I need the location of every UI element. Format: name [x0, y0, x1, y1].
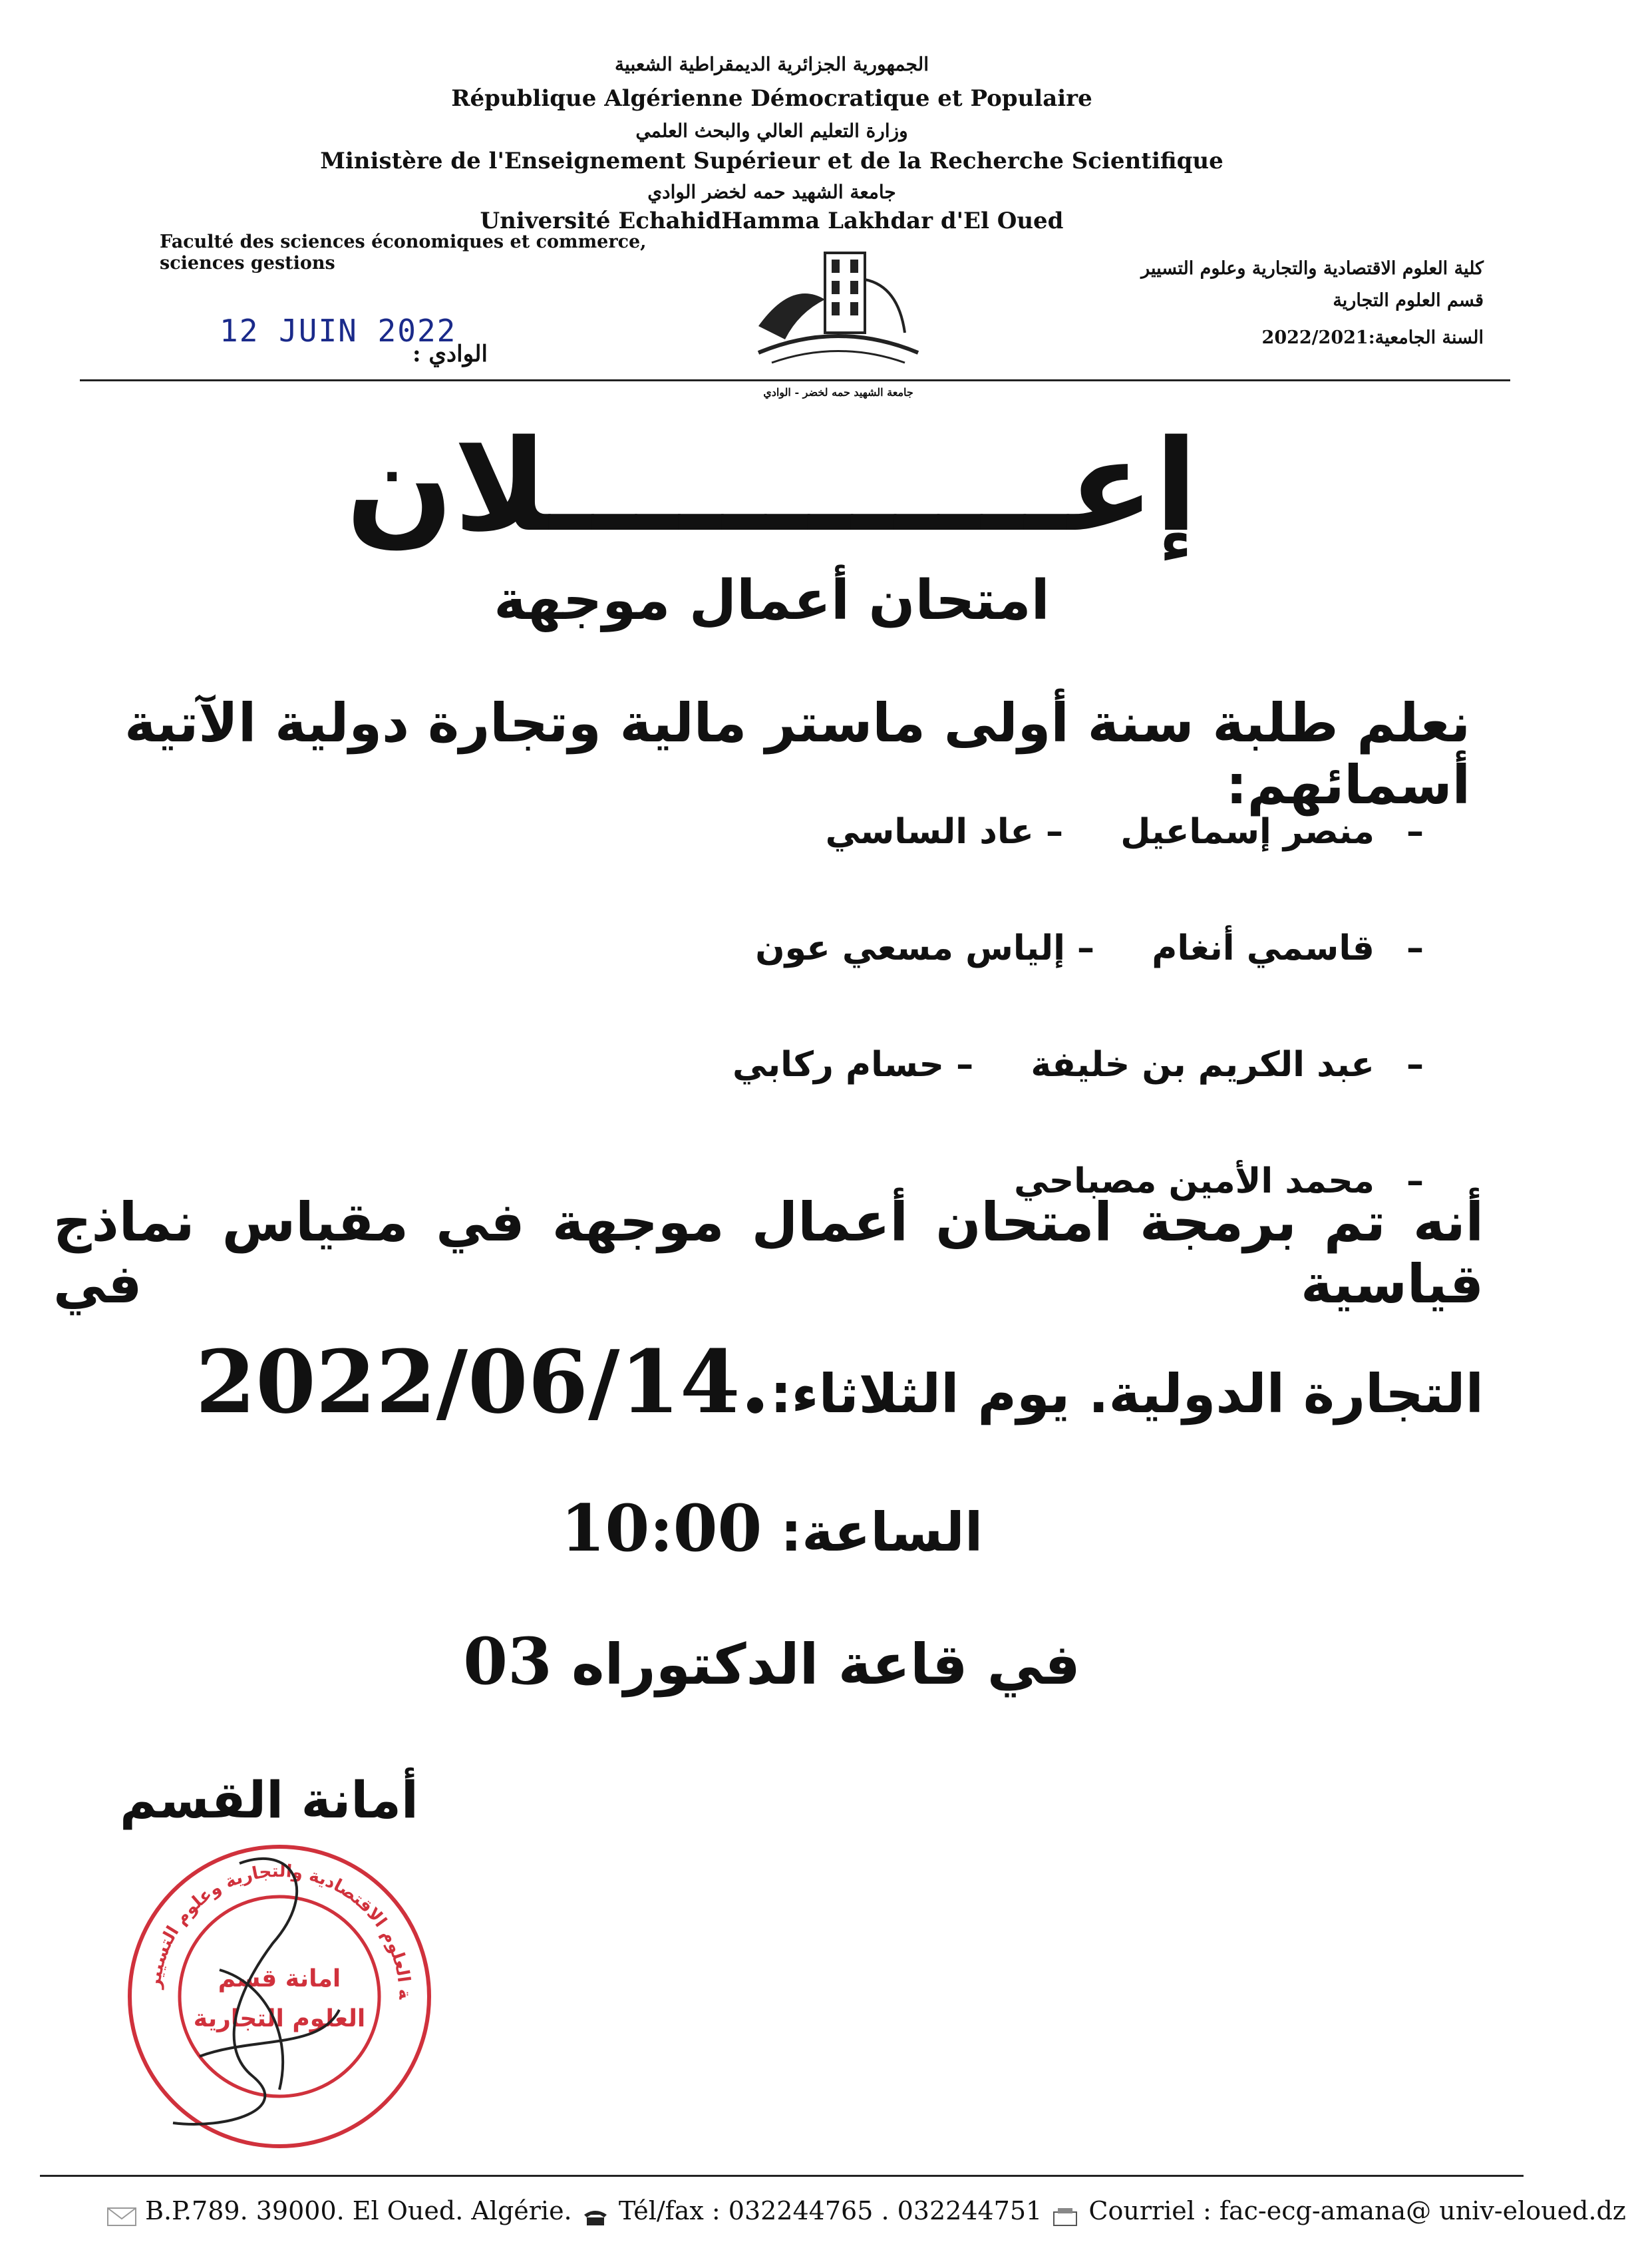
exam-paragraph-line1: أنه تم برمجة امتحان أعمال موجهة في مقياس نماذج قياسية في: [53, 1191, 1484, 1315]
seal-inner-line2: العلوم التجارية: [193, 2005, 366, 2032]
faculty-ar: كلية العلوم الاقتصادية والتجارية وعلوم التسيير: [1141, 258, 1484, 279]
header-divider: [80, 379, 1510, 381]
seal-inner-line1: امانة قسم: [218, 1965, 341, 1992]
oued-label: الوادي :: [412, 341, 488, 367]
room-label: في قاعة الدكتوراه: [571, 1632, 1080, 1697]
time-label: الساعة:: [780, 1501, 983, 1563]
list-item: – عبد الكريم بن خليفة – حسام ركابي: [732, 1045, 1424, 1085]
university-logo: [745, 240, 931, 399]
signature-label: أمانة القسم: [120, 1770, 418, 1829]
university-ar: جامعة الشهيد حمه لخضر الوادي: [647, 181, 896, 203]
department-ar: قسم العلوم التجارية: [1333, 290, 1484, 311]
exam-time: [0, 1491, 1544, 1566]
student-name: منصر إسماعيل: [1120, 812, 1375, 852]
logo-caption: جامعة الشهيد حمه لخضر - الوادي: [763, 386, 913, 399]
student-name: قاسمي أنغام: [1152, 928, 1375, 968]
date-stamp: 12 JUIN 2022: [220, 313, 457, 349]
room-value: 03: [463, 1624, 552, 1699]
footer-email: Courriel : fac-ecg-amana@ univ-eloued.dz: [1088, 2196, 1626, 2225]
exam-day-text: التجارة الدولية. يوم الثلاثاء:: [770, 1363, 1484, 1425]
list-item: – محمد الأمين مصباحي: [1014, 1161, 1424, 1201]
time-value: 10:00: [560, 1491, 762, 1566]
footer-phone: Tél/fax : 032244765 . 032244751: [618, 2196, 1043, 2225]
list-item: – منصر إسماعيل – عاد الساسي: [825, 812, 1424, 852]
exam-date: 2022/06/14.: [195, 1331, 770, 1433]
student-name: محمد الأمين مصباحي: [1014, 1161, 1375, 1201]
republic-fr: République Algérienne Démocratique et Populaire: [451, 85, 1092, 112]
intro-text: نعلم طلبة سنة أولى ماستر مالية وتجارة دولية الآتية أسمائهم:: [124, 692, 1470, 816]
academic-year: السنة الجامعية:2022/2021: [1261, 327, 1484, 348]
footer-divider: [40, 2175, 1524, 2177]
announcement-subtitle: امتحان أعمال موجهة: [494, 569, 1050, 632]
university-fr: Université EchahidHamma Lakhdar d'El Oued: [480, 208, 1064, 234]
ministry-ar: وزارة التعليم العالي والبحث العلمي: [635, 120, 908, 142]
student-name: حسام ركابي: [732, 1045, 945, 1085]
fax-icon: [1050, 2203, 1080, 2223]
footer-contact: [106, 2196, 1626, 2225]
student-name: عاد الساسي: [825, 812, 1034, 852]
list-item: – قاسمي أنغام – إلياس مسعي عون: [755, 928, 1424, 968]
ministry-fr: Ministère de l'Enseignement Supérieur et de la Recherche Scientifique: [320, 148, 1223, 174]
exam-room: [0, 1624, 1544, 1699]
faculty-fr: Faculté des sciences économiques et commerce, sciences gestions: [160, 232, 647, 274]
seal-outer-text: ة العلوم الاقتصادية والتجارية وعلوم التسيير: [144, 1861, 415, 2000]
footer-address: B.P.789. 39000. El Oued. Algérie.: [145, 2196, 572, 2225]
envelope-icon: [106, 2203, 137, 2223]
phone-icon: [580, 2203, 611, 2223]
official-seal: [120, 1837, 439, 2156]
exam-paragraph-line2: [53, 1331, 1484, 1433]
republic-ar: الجمهورية الجزائرية الديمقراطية الشعبية: [614, 53, 929, 75]
student-name: عبد الكريم بن خليفة: [1031, 1045, 1375, 1085]
announcement-title: إعــــــــــــلان: [345, 413, 1198, 560]
student-name: إلياس مسعي عون: [755, 928, 1065, 968]
